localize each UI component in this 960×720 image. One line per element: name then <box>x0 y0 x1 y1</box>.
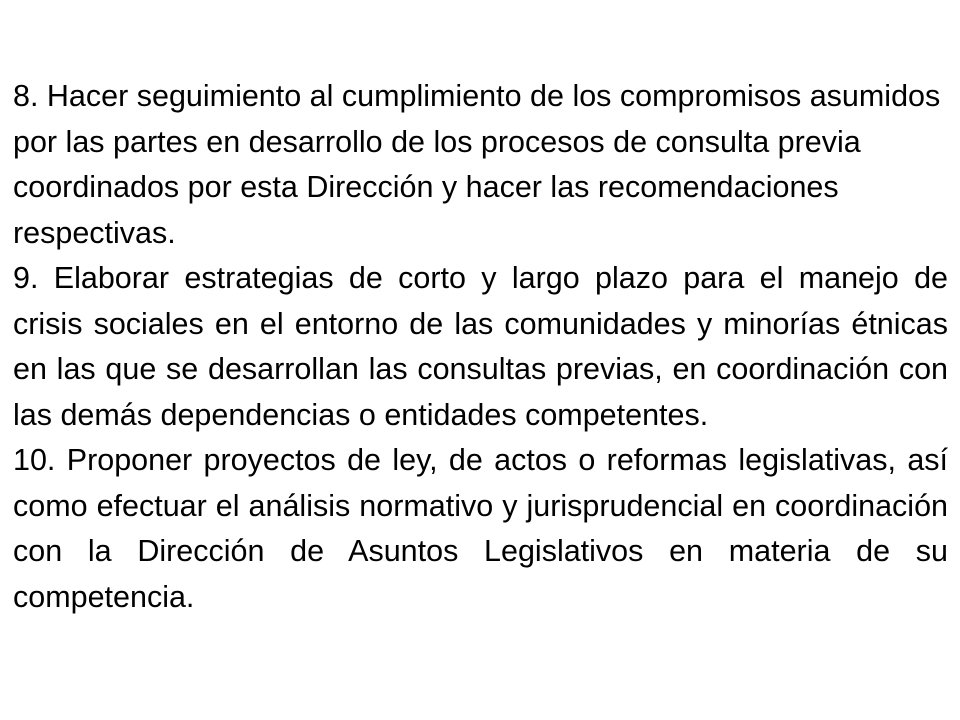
text-body <box>13 74 948 620</box>
list-item-8: 8. Hacer seguimiento al cumplimiento de los compromisos asumidos por las partes en desarrollo de los procesos de consulta previa coordinados por esta Dirección y hacer las recomendaciones respectivas. <box>13 79 941 250</box>
list-item-9: 9. Elaborar estrategias de corto y largo plazo para el manejo de crisis sociales en el entorno de las comunidades y minorías étnicas en las que se desarrollan las consultas previas, en coordinación con las demás dependencias o entidades competentes. <box>13 261 948 432</box>
list-item-10: 10. Proponer proyectos de ley, de actos o reformas legislativas, así como efectuar el análisis normativo y jurisprudencial en coordinación con la Dirección de Asuntos Legislativos en materia de su competencia. <box>13 443 948 614</box>
